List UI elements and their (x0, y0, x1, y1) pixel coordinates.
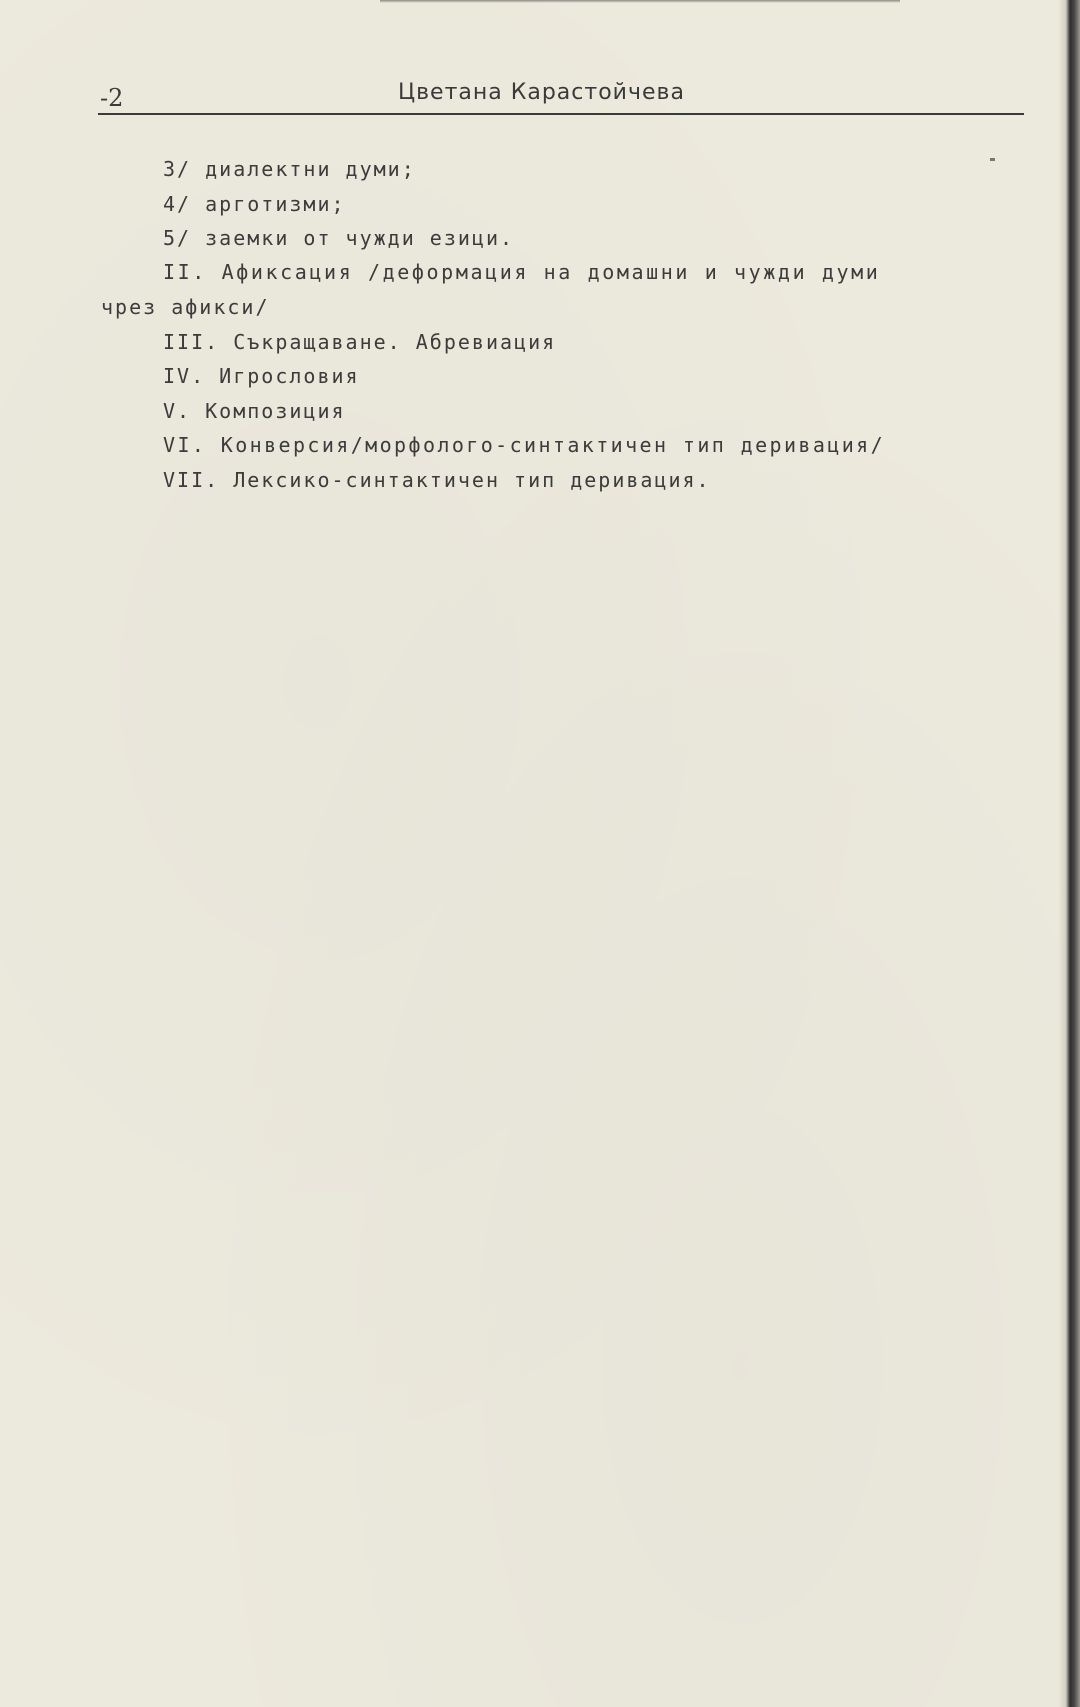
binding-edge-shadow (1058, 0, 1080, 1707)
section-composition: V. Композиция (163, 399, 346, 423)
section-affixation-continued: чрез афикси/ (101, 295, 270, 319)
section-conversion: VI. Конверсия/морфолого-синтактичен тип деривация/ (163, 433, 886, 457)
section-affixation: II. Афиксация /деформация на домашни и чужди думи (163, 260, 881, 284)
page-number: -2 (100, 84, 124, 112)
header-rule (98, 113, 1024, 115)
section-wordplay: IV. Игрословия (163, 364, 360, 388)
list-item-argotisms: 4/ арготизми; (163, 192, 346, 216)
running-head-author: Цветана Карастойчева (398, 80, 685, 105)
section-lexico-syntactic: VII. Лексико-синтактичен тип деривация. (163, 468, 711, 492)
stray-mark (990, 158, 995, 161)
page-top-shadow (380, 0, 900, 3)
section-abbreviation: III. Съкращаване. Абревиация (163, 330, 557, 354)
list-item-foreign-loans: 5/ заемки от чужди езици. (163, 226, 515, 250)
list-item-dialect-words: 3/ диалектни думи; (163, 157, 416, 181)
